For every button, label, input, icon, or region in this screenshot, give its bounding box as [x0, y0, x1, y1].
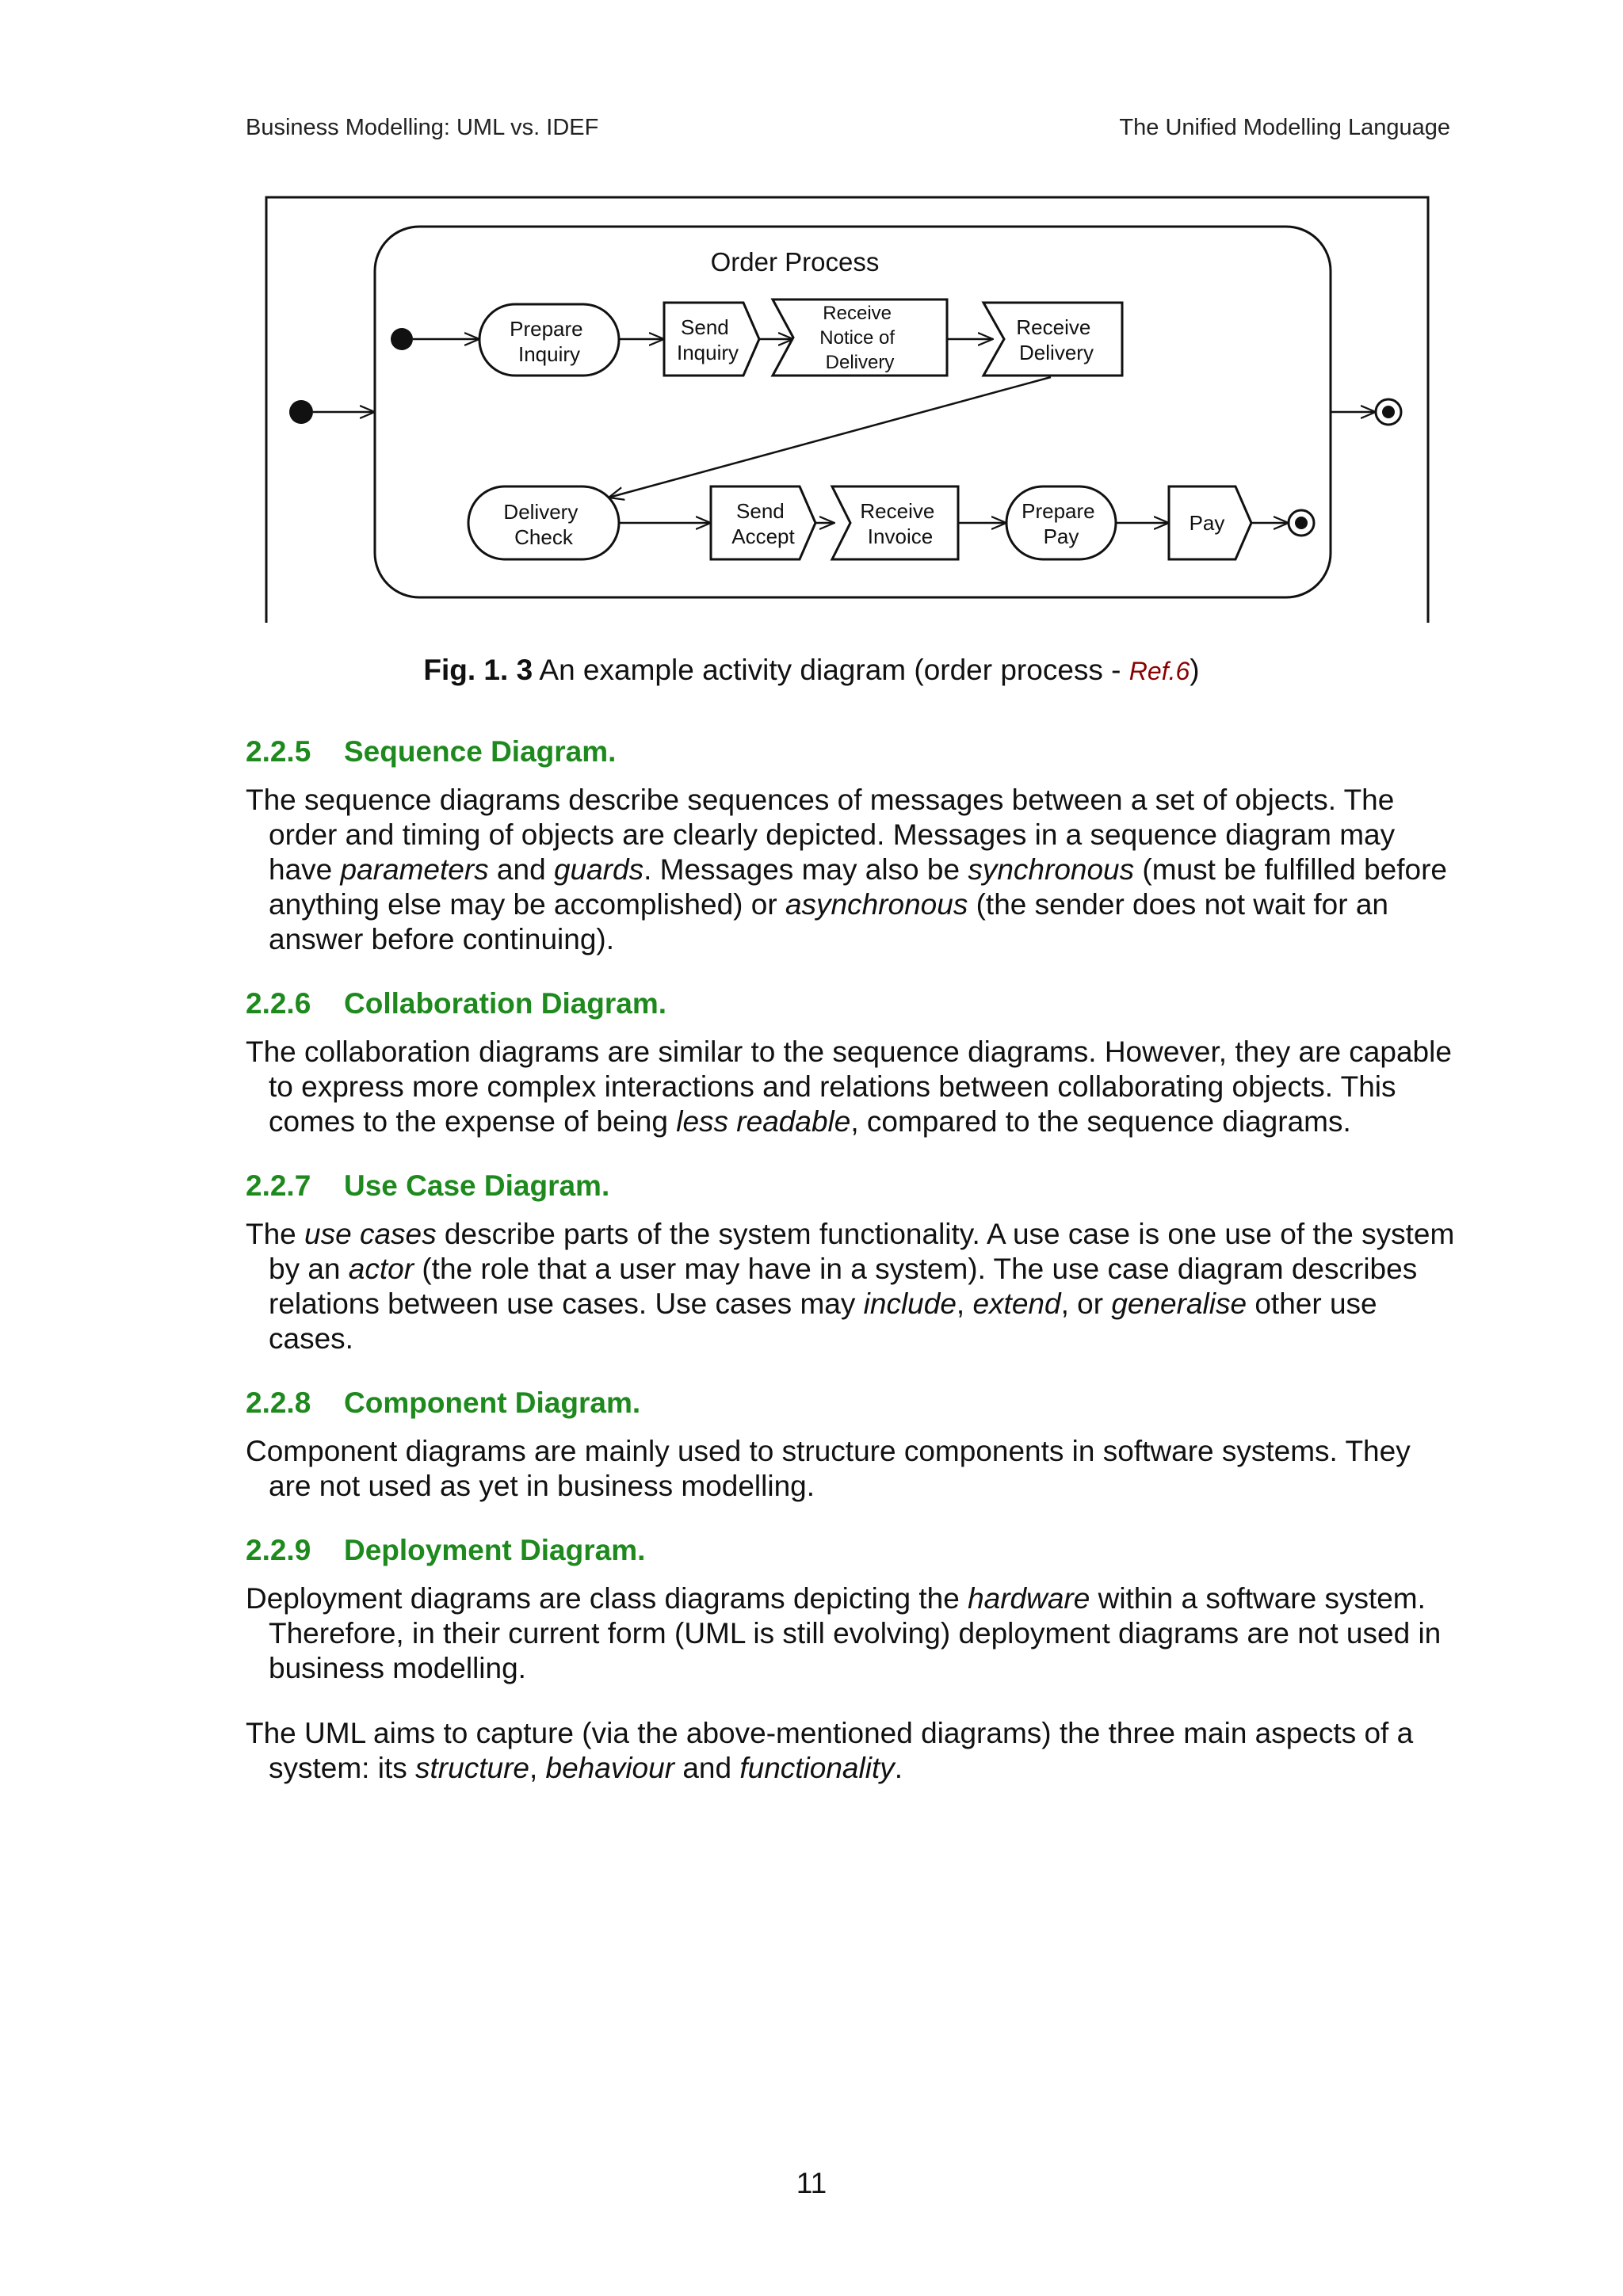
- figure-caption-close: ): [1190, 654, 1200, 686]
- emphasis-text: include: [863, 1287, 957, 1320]
- emphasis-text: synchronous: [968, 853, 1135, 886]
- flow-receive-delivery-to-delivery-check: [609, 377, 1051, 498]
- paragraph-text: Component diagrams are mainly used to structure components in software systems. They are not used as yet in business modelling.: [246, 1435, 1411, 1502]
- node-prepare-pay: [1006, 486, 1116, 559]
- paragraph-text: ,: [956, 1287, 973, 1320]
- paragraph-text: The collaboration diagrams are similar to the sequence diagrams. However, they are capable to express more complex interactions and relations between collaborating objects. This comes to the expense of being: [246, 1035, 1452, 1138]
- emphasis-text: guards: [553, 853, 644, 886]
- node-send-accept-label: Send Accept: [731, 499, 795, 548]
- paragraph-text: other use cases.: [269, 1287, 1377, 1355]
- running-header-left: Business Modelling: UML vs. IDEF: [246, 115, 599, 140]
- emphasis-text: generalise: [1111, 1287, 1247, 1320]
- paragraph-text: within a software system. Therefore, in their current form (UML is still evolving) deployment diagrams are not used in business modelling.: [269, 1582, 1442, 1684]
- emphasis-text: actor: [348, 1253, 414, 1285]
- outer-initial-node: [289, 400, 313, 424]
- running-header-right: The Unified Modelling Language: [1119, 115, 1450, 140]
- paragraph-text: and: [488, 853, 554, 886]
- section-number: 2.2.6: [246, 987, 311, 1020]
- figure-reference: Ref.6: [1128, 657, 1190, 685]
- section-title: Deployment Diagram.: [344, 1534, 646, 1566]
- section-heading: [246, 1169, 1458, 1203]
- section-heading: [246, 1386, 1458, 1420]
- section-number: 2.2.7: [246, 1169, 311, 1202]
- activity-diagram: [264, 195, 1430, 623]
- activity-title: Order Process: [710, 247, 880, 277]
- paragraph-text: , compared to the sequence diagrams.: [850, 1105, 1351, 1138]
- section-title: Component Diagram.: [344, 1386, 641, 1419]
- activity-diagram-figure: [264, 195, 1430, 623]
- paragraph-text: The UML aims to capture (via the above-mentioned diagrams) the three main aspects of a system: its: [246, 1717, 1414, 1784]
- node-receive-invoice-label: Receive Invoice: [860, 499, 935, 548]
- paragraph-text: Deployment diagrams are class diagrams depicting the: [246, 1582, 968, 1615]
- node-send-inquiry-label: Send Inquiry: [676, 315, 739, 364]
- paragraph-text: , or: [1060, 1287, 1112, 1320]
- emphasis-text: structure: [415, 1752, 529, 1784]
- body-paragraph: [246, 783, 1458, 957]
- section-heading: [246, 1534, 1458, 1567]
- paragraph-text: . Messages may also be: [643, 853, 968, 886]
- emphasis-text: hardware: [968, 1582, 1090, 1615]
- paragraph-text: The: [246, 1218, 305, 1250]
- node-receive-delivery: [983, 303, 1122, 376]
- body-paragraph: [246, 1581, 1458, 1686]
- figure-caption-text: An example activity diagram (order process -: [533, 654, 1129, 686]
- page-number: 11: [796, 2167, 827, 2199]
- emphasis-text: behaviour: [545, 1752, 675, 1784]
- node-receive-invoice: [832, 486, 958, 559]
- paragraph-text: The sequence diagrams describe sequences of messages between a set of objects. The order and timing of objects are clearly depicted. Messages in a sequence diagram may have: [246, 784, 1396, 886]
- node-pay-label: Pay: [1189, 511, 1225, 535]
- section-heading: [246, 987, 1458, 1020]
- figure-label: Fig. 1. 3: [423, 654, 533, 686]
- emphasis-text: functionality: [739, 1752, 895, 1784]
- paragraph-text: and: [674, 1752, 740, 1784]
- node-prepare-inquiry-label: Prepare Inquiry: [510, 317, 583, 366]
- emphasis-text: asynchronous: [785, 888, 968, 921]
- section-title: Use Case Diagram.: [344, 1169, 610, 1202]
- section-number: 2.2.9: [246, 1534, 311, 1566]
- section-title: Sequence Diagram.: [344, 735, 617, 768]
- section-number: 2.2.5: [246, 735, 311, 768]
- body-paragraph: [246, 1434, 1458, 1504]
- figure-caption: [0, 654, 1623, 687]
- emphasis-text: less readable: [676, 1105, 851, 1138]
- emphasis-text: parameters: [340, 853, 489, 886]
- section-number: 2.2.8: [246, 1386, 311, 1419]
- node-receive-notice-label: Receive Notice of Delivery: [819, 303, 896, 373]
- body-sections: [246, 735, 1458, 1816]
- paragraph-text: describe parts of the system functionality. A use case is one use of the system by an: [269, 1218, 1455, 1285]
- node-prepare-pay-label: Prepare Pay: [1022, 499, 1095, 548]
- body-paragraph: [246, 1217, 1458, 1356]
- node-receive-delivery-label: Receive Delivery: [1016, 315, 1094, 364]
- paragraph-text: ,: [529, 1752, 546, 1784]
- node-delivery-check-label: Delivery Check: [503, 500, 579, 549]
- section-title: Collaboration Diagram.: [344, 987, 667, 1020]
- paragraph-text: (the sender does not wait for an answer before continuing).: [269, 888, 1388, 955]
- emphasis-text: extend: [972, 1287, 1061, 1320]
- emphasis-text: use cases: [304, 1218, 437, 1250]
- paragraph-text: (the role that a user may have in a system). The use case diagram describes relations between use cases. Use cases may: [269, 1253, 1418, 1320]
- body-paragraph: [246, 1716, 1458, 1786]
- body-paragraph: [246, 1035, 1458, 1139]
- inner-initial-node: [391, 328, 413, 350]
- node-send-accept: [711, 486, 815, 559]
- paragraph-text: .: [894, 1752, 903, 1784]
- paragraph-text: (must be fulfilled before anything else may be accomplished) or: [269, 853, 1447, 921]
- node-send-inquiry: [664, 303, 759, 376]
- section-heading: [246, 735, 1458, 769]
